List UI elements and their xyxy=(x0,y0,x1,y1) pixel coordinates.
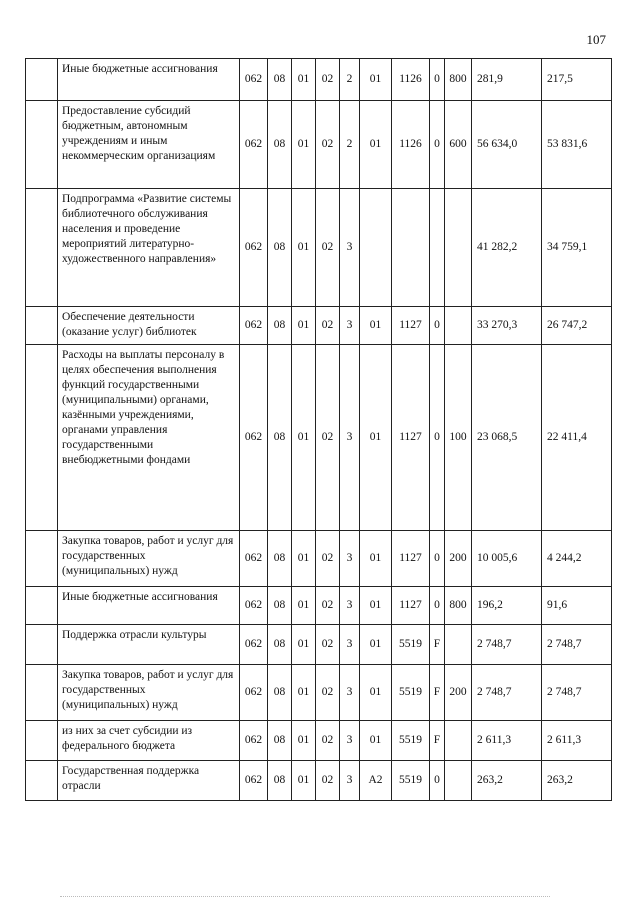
amount-actual: 2 611,3 xyxy=(542,721,612,761)
code-event: 01 xyxy=(360,101,392,189)
amount-actual: 217,5 xyxy=(542,59,612,101)
code-admin: 062 xyxy=(240,189,268,307)
code-subprogram: 3 xyxy=(340,625,360,665)
code-expense-type xyxy=(445,625,472,665)
row-name: Иные бюджетные ассигнования xyxy=(58,587,240,625)
code-admin: 062 xyxy=(240,761,268,801)
amount-planned: 56 634,0 xyxy=(472,101,542,189)
code-extra: 0 xyxy=(430,307,445,345)
amount-planned: 2 611,3 xyxy=(472,721,542,761)
code-section: 08 xyxy=(268,665,292,721)
code-extra: F xyxy=(430,625,445,665)
blank-cell xyxy=(26,761,58,801)
code-section: 08 xyxy=(268,59,292,101)
code-expense-type: 800 xyxy=(445,59,472,101)
code-admin: 062 xyxy=(240,721,268,761)
blank-cell xyxy=(26,189,58,307)
code-subsection: 01 xyxy=(292,761,316,801)
code-expense-type: 800 xyxy=(445,587,472,625)
code-program: 02 xyxy=(316,189,340,307)
code-event: 01 xyxy=(360,345,392,531)
code-admin: 062 xyxy=(240,101,268,189)
code-section: 08 xyxy=(268,761,292,801)
code-admin: 062 xyxy=(240,625,268,665)
table-row xyxy=(26,531,612,587)
amount-planned: 23 068,5 xyxy=(472,345,542,531)
code-subsection: 01 xyxy=(292,587,316,625)
code-extra: 0 xyxy=(430,345,445,531)
code-extra: 0 xyxy=(430,101,445,189)
code-program: 02 xyxy=(316,307,340,345)
code-direction: 1127 xyxy=(392,531,430,587)
amount-actual: 34 759,1 xyxy=(542,189,612,307)
blank-cell xyxy=(26,625,58,665)
code-expense-type: 200 xyxy=(445,531,472,587)
amount-planned: 281,9 xyxy=(472,59,542,101)
table-row xyxy=(26,761,612,801)
code-subprogram: 2 xyxy=(340,101,360,189)
code-event: 01 xyxy=(360,587,392,625)
code-program: 02 xyxy=(316,59,340,101)
code-event: 01 xyxy=(360,307,392,345)
code-extra: 0 xyxy=(430,59,445,101)
table-row xyxy=(26,587,612,625)
code-expense-type xyxy=(445,721,472,761)
row-name: Закупка товаров, работ и услуг для государственных (муниципальных) нужд xyxy=(58,531,240,587)
code-subsection: 01 xyxy=(292,625,316,665)
code-section: 08 xyxy=(268,307,292,345)
budget-table xyxy=(25,58,612,801)
amount-planned: 196,2 xyxy=(472,587,542,625)
code-expense-type: 200 xyxy=(445,665,472,721)
page-number: 107 xyxy=(586,32,606,47)
table-row xyxy=(26,625,612,665)
code-event: 01 xyxy=(360,59,392,101)
code-subsection: 01 xyxy=(292,345,316,531)
code-expense-type xyxy=(445,761,472,801)
code-admin: 062 xyxy=(240,531,268,587)
code-extra xyxy=(430,189,445,307)
code-direction: 5519 xyxy=(392,761,430,801)
code-subsection: 01 xyxy=(292,189,316,307)
scan-artifact-line xyxy=(60,896,550,898)
table-row xyxy=(26,721,612,761)
code-event: 01 xyxy=(360,721,392,761)
row-name: Предоставление субсидий бюджетным, автономным учреждениям и иным некоммерческим организациям xyxy=(58,101,240,189)
code-subprogram: 3 xyxy=(340,345,360,531)
amount-actual: 2 748,7 xyxy=(542,665,612,721)
code-program: 02 xyxy=(316,665,340,721)
code-subprogram: 3 xyxy=(340,531,360,587)
amount-planned: 33 270,3 xyxy=(472,307,542,345)
code-event: 01 xyxy=(360,531,392,587)
code-direction: 5519 xyxy=(392,665,430,721)
amount-planned: 10 005,6 xyxy=(472,531,542,587)
code-admin: 062 xyxy=(240,345,268,531)
code-section: 08 xyxy=(268,189,292,307)
code-program: 02 xyxy=(316,101,340,189)
code-section: 08 xyxy=(268,345,292,531)
code-admin: 062 xyxy=(240,307,268,345)
code-extra: F xyxy=(430,721,445,761)
code-expense-type: 600 xyxy=(445,101,472,189)
code-subprogram: 3 xyxy=(340,721,360,761)
code-direction: 1126 xyxy=(392,59,430,101)
code-admin: 062 xyxy=(240,587,268,625)
amount-planned: 263,2 xyxy=(472,761,542,801)
blank-cell xyxy=(26,59,58,101)
code-admin: 062 xyxy=(240,665,268,721)
code-program: 02 xyxy=(316,625,340,665)
row-name: Обеспечение деятельности (оказание услуг) библиотек xyxy=(58,307,240,345)
code-direction xyxy=(392,189,430,307)
blank-cell xyxy=(26,587,58,625)
code-extra: 0 xyxy=(430,531,445,587)
code-direction: 5519 xyxy=(392,721,430,761)
amount-actual: 26 747,2 xyxy=(542,307,612,345)
code-subprogram: 3 xyxy=(340,307,360,345)
amount-planned: 2 748,7 xyxy=(472,625,542,665)
code-subsection: 01 xyxy=(292,307,316,345)
code-extra: F xyxy=(430,665,445,721)
code-direction: 1127 xyxy=(392,345,430,531)
code-subprogram: 3 xyxy=(340,665,360,721)
code-event: 01 xyxy=(360,665,392,721)
code-direction: 5519 xyxy=(392,625,430,665)
amount-actual: 53 831,6 xyxy=(542,101,612,189)
code-section: 08 xyxy=(268,625,292,665)
code-subsection: 01 xyxy=(292,665,316,721)
row-name: Иные бюджетные ассигнования xyxy=(58,59,240,101)
row-name: Расходы на выплаты персоналу в целях обеспечения выполнения функций государственными (муниципальными) органами, казёнными учреждениями, органами управления государственными внебюджетными фондами xyxy=(58,345,240,531)
code-direction: 1126 xyxy=(392,101,430,189)
amount-actual: 263,2 xyxy=(542,761,612,801)
amount-planned: 41 282,2 xyxy=(472,189,542,307)
amount-planned: 2 748,7 xyxy=(472,665,542,721)
code-section: 08 xyxy=(268,531,292,587)
row-name: Подпрограмма «Развитие системы библиотечного обслуживания населения и проведение мероприятий литературно-художественного направления» xyxy=(58,189,240,307)
code-event: 01 xyxy=(360,625,392,665)
code-extra: 0 xyxy=(430,587,445,625)
code-event xyxy=(360,189,392,307)
code-subsection: 01 xyxy=(292,101,316,189)
blank-cell xyxy=(26,531,58,587)
code-program: 02 xyxy=(316,761,340,801)
table-row xyxy=(26,665,612,721)
code-program: 02 xyxy=(316,721,340,761)
amount-actual: 2 748,7 xyxy=(542,625,612,665)
code-subsection: 01 xyxy=(292,59,316,101)
code-program: 02 xyxy=(316,345,340,531)
code-program: 02 xyxy=(316,587,340,625)
row-name: Закупка товаров, работ и услуг для государственных (муниципальных) нужд xyxy=(58,665,240,721)
code-subprogram: 3 xyxy=(340,587,360,625)
table-row xyxy=(26,307,612,345)
amount-actual: 91,6 xyxy=(542,587,612,625)
code-subprogram: 3 xyxy=(340,189,360,307)
code-section: 08 xyxy=(268,721,292,761)
code-expense-type xyxy=(445,189,472,307)
row-name: Поддержка отрасли культуры xyxy=(58,625,240,665)
code-section: 08 xyxy=(268,587,292,625)
code-expense-type: 100 xyxy=(445,345,472,531)
table-row xyxy=(26,101,612,189)
blank-cell xyxy=(26,345,58,531)
table-row xyxy=(26,59,612,101)
code-admin: 062 xyxy=(240,59,268,101)
amount-actual: 22 411,4 xyxy=(542,345,612,531)
code-expense-type xyxy=(445,307,472,345)
code-direction: 1127 xyxy=(392,587,430,625)
code-subprogram: 2 xyxy=(340,59,360,101)
row-name: Государственная поддержка отрасли xyxy=(58,761,240,801)
code-subprogram: 3 xyxy=(340,761,360,801)
code-program: 02 xyxy=(316,531,340,587)
amount-actual: 4 244,2 xyxy=(542,531,612,587)
blank-cell xyxy=(26,665,58,721)
code-subsection: 01 xyxy=(292,531,316,587)
code-event: A2 xyxy=(360,761,392,801)
code-subsection: 01 xyxy=(292,721,316,761)
code-extra: 0 xyxy=(430,761,445,801)
blank-cell xyxy=(26,721,58,761)
blank-cell xyxy=(26,101,58,189)
code-direction: 1127 xyxy=(392,307,430,345)
code-section: 08 xyxy=(268,101,292,189)
blank-cell xyxy=(26,307,58,345)
row-name: из них за счет субсидии из федерального бюджета xyxy=(58,721,240,761)
table-row xyxy=(26,345,612,531)
table-row xyxy=(26,189,612,307)
